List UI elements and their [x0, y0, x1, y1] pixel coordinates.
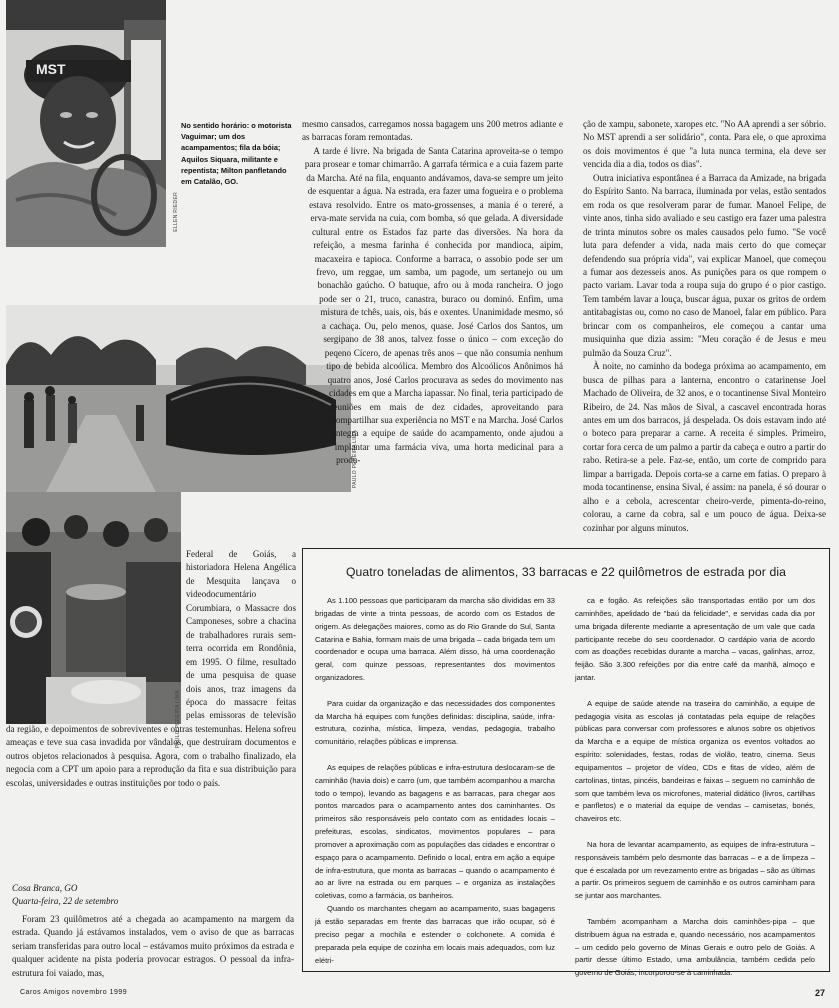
column-left [6, 548, 296, 790]
cap-logo: MST [36, 61, 66, 77]
photo-driver-art [6, 0, 166, 247]
sidebar-box-title: Quatro toneladas de alimentos, 33 barracas e 22 quilômetros de estrada por dia [345, 565, 787, 579]
dateline-place: Cosa Branca, GO [12, 883, 78, 893]
photo-credit-3: PAULO PEREIRA LIMA [175, 690, 181, 749]
column-right [583, 118, 826, 535]
photo-caption: No sentido horário: o motorista Vaguimar; um dos acampamentos; fila da bóia; Aquilos Siquara, militante e repentista; Milton panfletando em Catalão, GO. [181, 121, 292, 187]
column-left-p1: Federal de Goiás, a historiadora Helena Angélica de Mesquita lançava o videodocumentário Corumbiara, o Massacre dos Camponeses, sobre a chacina de trabalhadores rurais sem-terra ocorrida em Rondônia, em 1995. O filme, resultado de uma pesquisa de quase dois anos, traz imagens da época do massacre feitas pelas emissoras de televisão da região, e depoimentos de sobreviventes e outras testemunhas. Helena sofreu ameaças e teve sua casa invadida por vândalos, que destruíram documentos e outros objetos relacionados à pesquisa. Agora, com o trabalho finalizado, ela negocia com a CPT um apoio para a reprodução da fita e sua distribuição para escolas, universidades e outras instituições por todo o país. [6, 549, 296, 788]
sidebar-box-col2 [575, 595, 815, 980]
photo-driver [6, 0, 166, 247]
column-left-p2: Foram 23 quilômetros até a chegada ao acampamento na margem da estrada. Quando já estávamos instalados, vem o aviso de que as barracas seriam transferidas para outro local – estávamos muito próximos da estrada e qualquer acidente na pista poderia provocar estragos. O pessoal da infra-estrutura foi vaiado, mas, [12, 914, 294, 978]
sidebar-box-col2-p3: Na hora de levantar acampamento, as equipes de infra-estrutura – responsáveis também pelo desmonte das barracas – e a de limpeza – que é escalada por um revezamento entre as brigadas – são as últimas a partir. Os primeiros seguem de caminhão e os outros caminham para se juntar aos marchantes. [575, 839, 815, 901]
sidebar-box-col2-p2: A equipe de saúde atende na traseira do caminhão, a equipe de pedagogia visita as escolas já contatadas pela equipe de relações públicas para conversar com professores e alunos sobre os objetivos da Marcha e a equipe de mística organiza os eventos voltados ao espírito: solenidades, festas, rodas de violão, teatro, cinema. Seus equipamentos – projetor de vídeo, CDs e fitas de vídeo, além de cartolinas, tintas, pincéis, bandeiras e faixas – seguem no caminhão de som que também leva os microfones, material didático (livros, cartilhas e panfletos) e o material da equipe de vendas – camisetas, bonés, chaveiros etc. [575, 698, 815, 824]
sidebar-box-col1-p2: Para cuidar da organização e das necessidades dos componentes da Marcha há equipes com funções definidas: disciplina, saúde, infra-estrutura, cozinha, mística, limpeza, vendas, pedagogia, trabalho comunitário, relações públicas e imprensa. [315, 698, 555, 747]
dateline-date: Quarta-feira, 22 de setembro [12, 896, 119, 906]
column-right-p3: À noite, no caminho da bodega próxima ao acampamento, em busca de pilhas para a lanterna, encontro o catarinense Joel Machado de Oliveira, de 32 anos, e o tocantinense Sival Monteiro Ribeiro, de 24. Nas mãos de Sival, a cascavel encontrada horas antes em um dos barracos, já despelada. Os dois estavam indo até o boteco para preparar a carne. A receita é simples. Primeiro, cortar fora cerca de um palmo a partir da cabeça e outro a partir do rabo. Retira-se a pele. Faz-se, então, um corte de comprido para limpar a barrigada. Depois corta-se a carne em fatias. O preparo à moda tocantinense, ensina Sival, é assim: na panela, é só dourar o alho e a cebola, acrescentar cheiro-verde, pimenta-do-reino, colorau, a carne da cobra, sal e um pouco de água. Deixa-se cozinhar por alguns minutos. [583, 361, 826, 533]
sidebar-box-col1-p4: Quando os marchantes chegam ao acampamento, suas bagagens já estão separadas em frente das barracas que irão ocupar, só é preciso pegar a mochila e estender o colchonete. A comida é preparada pela equipe de cozinha em locais mais adequados, com luz elétri- [315, 904, 555, 965]
column-left-lower [12, 913, 294, 980]
footer-magazine: Caros Amigos novembro 1999 [20, 989, 128, 996]
photo-wrap-left [6, 548, 186, 722]
photo-credit-2: PAULO PEREIRA LIMA [352, 430, 358, 489]
column-middle-p2 [302, 145, 563, 468]
sidebar-box [302, 548, 830, 978]
photo-credit-1: ELLEN RIEDER [173, 192, 179, 232]
sidebar-box-col1-p1: As 1.100 pessoas que participaram da marcha são divididas em 33 brigadas de vinte a trinta pessoas, de acordo com os Estados de origem. As delegações maiores, como as do Rio Grande do Sul, Santa Catarina e Bahia, formam mais de uma brigada – cada brigada tem um coordenador e ocupa uma barraca. Além disso, há uma coordenação geral, com quinze pessoas, representantes dos movimentos organizadores. [315, 596, 555, 683]
column-right-p1: ção de xampu, sabonete, xaropes etc. "No AA aprendi a ser sóbrio. No MST aprendi a ser solidário", conta. Para ele, o que aproxima os dois movimentos é que "a luta nunca termina, ela deve ser vencida dia a dia, todos os dias". [583, 119, 826, 170]
page-number: 27 [814, 988, 825, 998]
sidebar-box-col2-p4: Também acompanham a Marcha dois caminhões-pipa – que distribuem água na estrada e, quando necessário, nos acampamentos – um cedido pelo governo de Minas Gerais e outro pelo de Goiás. A partir desse último Estado, uma ambulância, também cedida pelo governo de Goiás, incorporou-se à caminhada. [575, 916, 815, 978]
sidebar-box-col1 [315, 595, 555, 967]
sidebar-box-col2-p1: ca e fogão. As refeições são transportadas então por um dos caminhões, apelidado de "baú da felicidade", e servidas cada dia por uma brigada diferente mediante a apresentação de um vale que cada participante recebe do seu coordenador. O cardápio varia de acordo com as doações recebidas durante a marcha – vacas, galinhas, arroz, feijão. São 3.300 refeições por dia entre café da manhã, almoço e jantar. [575, 596, 815, 683]
column-middle-p1: mesmo cansados, carregamos nossa bagagem uns 200 metros adiante e as barracas foram remontadas. [302, 119, 563, 143]
column-middle-p2-text: A tarde é livre. Na brigada de Santa Catarina aproveita-se o tempo para prosear e tomar chimarrão. A garrafa térmica e a cuia fazem parte da Marcha. Até na fila, enquanto andávamos, dava-se sempre um jeito de esquentar a água. Na estrada, era fazer uma fogueira e o problema estava resolvido. Entre os mato-grossenses, a mania é o tereré, a erva-mate servida na cuia, com bomba, só que gelada. A diversidade cultural entre os Estados faz parte das diversões. Na hora da refeição, a mesma farinha é conhecida por mandioca, aipim, macaxeira e tapioca. Conforme a barraca, o assobio pode ser um frevo, um reggae, um samba, um pagode, um sertanejo ou um bonachão gaúcho. O batuque, afro ou à moda rancheira. O jogo pode ser o 21, truco, canastra, buraco ou dominó. Enfim, uma mistura de tchês, uais, ois, bás e oxentes. Unanimidade mesmo, só a cachaça. Ou, pelo menos, quase. José Carlos dos Santos, um sergipano de 38 anos, talvez fosse o único – com exceção do peqeno Cícero, de apenas três anos – que não consumia nenhum tipo de bebida alcoólica. Membro dos Alcoólicos Anônimos há quatro anos, José Carlos procurava as sedes do movimento nas cidades em que a Marcha iapassar. No final, teria participado de reuniões em mais de dez cidades, aproveitando para compartilhar sua experiência no MST e na Marcha. José Carlos integra a equipe de saúde do acampamento, onde ajudou a implantar uma farmácia viva, uma horta medicinal para a produ- [304, 145, 563, 466]
column-right-p2: Outra iniciativa espontânea é a Barraca da Amizade, na brigada do Espírito Santo. Na barraca, iluminada por velas, estão sentados em roda os que resolveram parar de fumar. Manoel Felipe, de vinte anos, tinha sido avaliado e seu castigo era fazer uma palestra de trinta minutos sobre os males causados pelo fumo. "Se você luta para defender a vida, nada mais certo do que começar defendendo sua própria vida", vai explicar Manoel, que começou a fumar aos dezesseis anos. As punições para os que rompem o pacto variam. Lavar toda a roupa suja do grupo é o pior castigo. Tem também lavar a louça, buscar água, puxar os gritos de ordem antitabagistas ou, como no caso de Manoel, falar em público. Para brincar com os companheiros, ele começou a cantar uma musiquinha que dizia assim: "Meu coração é de Jesus e meu pulmão da Souza Cruz". [583, 172, 826, 358]
sidebar-box-col1-p3: As equipes de relações públicas e infra-estrutura deslocaram-se de caminhão (havia dois) e carro (um, que também acompanhou a marcha todo o tempo), levando as bagagens e as barracas, para chegar aos pontos marcados para o acampamento antes dos caminhantes. Os primeiros são responsáveis pelo contato com as entidades locais – prefeituras, escolas, sindicatos, movimentos populares – para promover a aproximação com as populações das cidades e encontrar o espaço para o acampamento. Definido o local, entra em ação a equipe de infra-estrutura, que monta as barracas – quando o acampamento é ao ar livre na estrada ou em parques – e organiza as instalações coletivas, como a farmácia, os banheiros. [315, 762, 555, 901]
column-middle [302, 118, 563, 561]
